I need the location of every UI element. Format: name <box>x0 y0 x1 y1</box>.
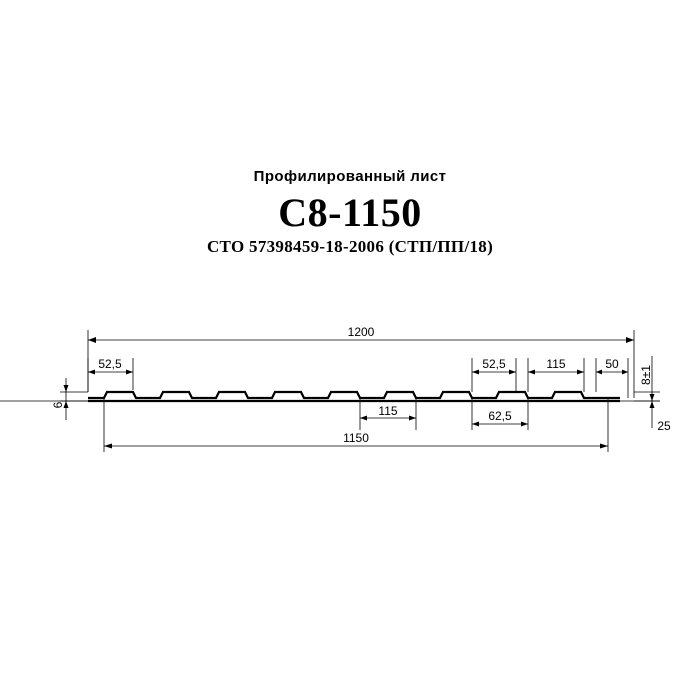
dim-end-25 <box>0 401 671 433</box>
dim-label-1200: 1200 <box>347 325 375 339</box>
page-title: С8-1150 <box>278 190 422 235</box>
dim-edge-50 <box>596 357 628 398</box>
dim-pitch-right-52-5 <box>472 357 516 392</box>
dim-label-1150: 1150 <box>343 431 369 445</box>
dim-label-6: 6 <box>51 401 65 409</box>
dim-label-62-5: 62,5 <box>488 409 512 423</box>
dim-label-115-right: 115 <box>546 357 566 371</box>
dim-flat-right-115 <box>528 357 584 392</box>
dim-label-115-left: 115 <box>378 404 398 418</box>
dim-flat-left-115 <box>360 398 416 430</box>
dim-label-8: 8±1 <box>639 365 653 385</box>
dim-label-25: 25 <box>657 419 671 433</box>
standard-reference: СТО 57398459-18-2006 (СТП/ПП/18) <box>206 237 494 256</box>
dim-pitch-left-52-5 <box>88 357 133 392</box>
dim-label-52-5-left: 52,5 <box>98 357 122 371</box>
technical-drawing <box>0 300 700 480</box>
dim-useful-width-1150 <box>104 398 608 452</box>
dim-height-6 <box>51 378 88 420</box>
dim-label-50: 50 <box>605 357 619 371</box>
title-block <box>0 168 700 257</box>
dim-thickness-8 <box>634 356 660 401</box>
product-subtitle: Профилированный лист <box>253 168 447 185</box>
dim-label-52-5-right: 52,5 <box>482 357 506 371</box>
dim-valley-62-5 <box>472 398 528 430</box>
sheet-profile-path <box>88 392 620 401</box>
